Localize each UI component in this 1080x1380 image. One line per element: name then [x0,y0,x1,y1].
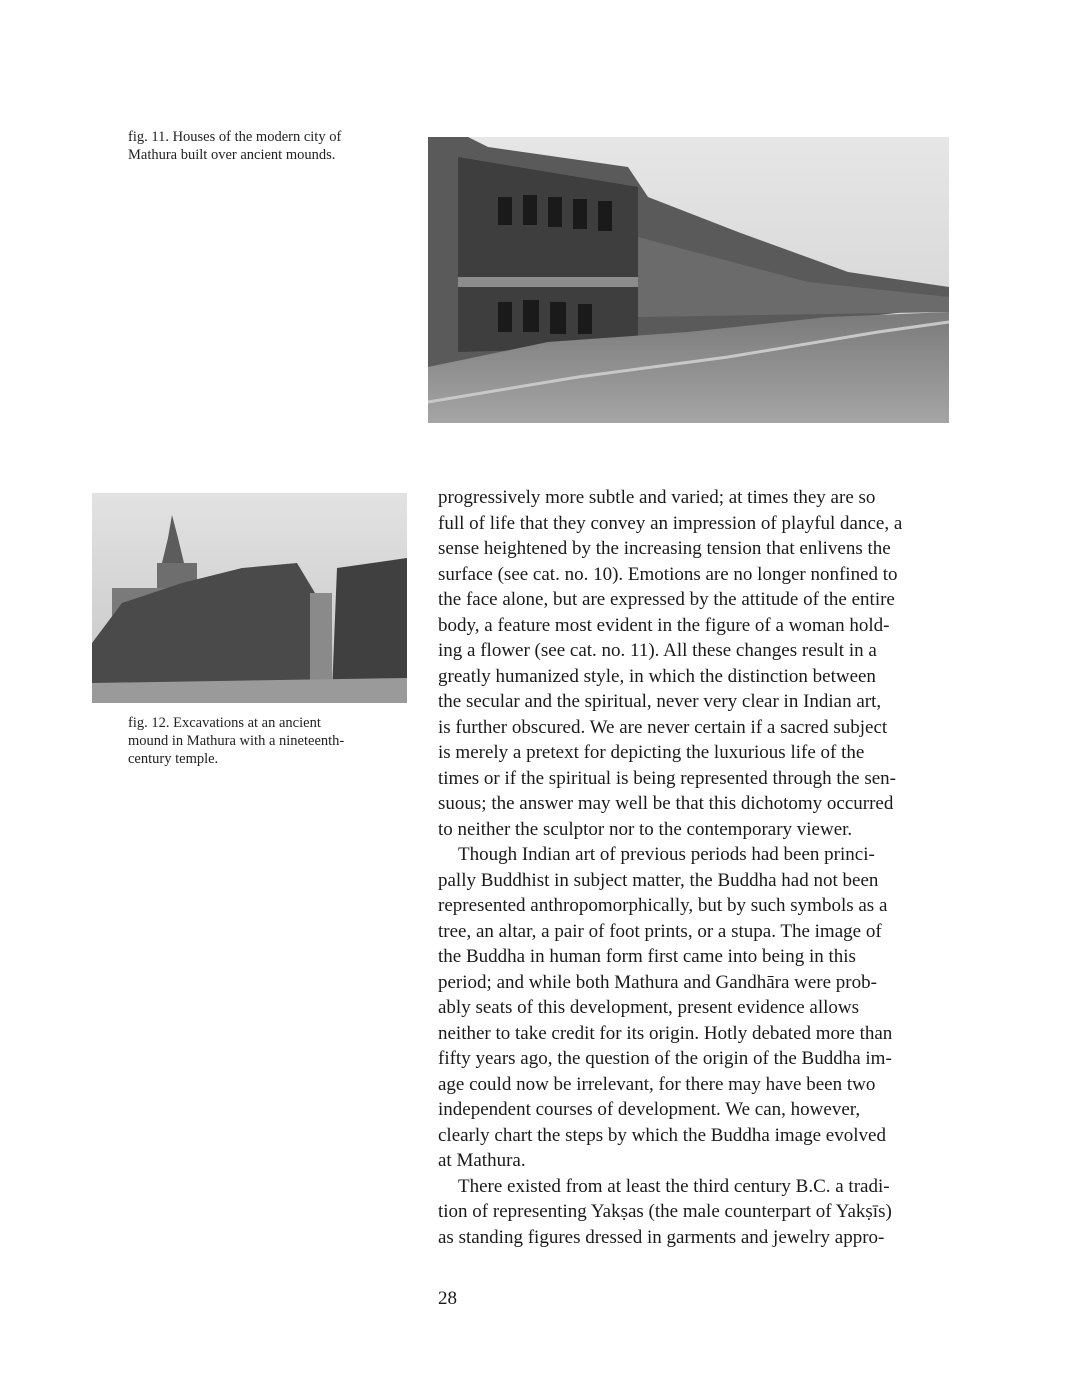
body-paragraph [438,1174,958,1251]
body-line: suous; the answer may well be that this dichotomy occurred [438,793,894,814]
body-line: There existed from at least the third century B.C. a tradi- [458,1175,890,1197]
caption-line: fig. 12. Excavations at an ancient [128,715,321,731]
body-line: tion of representing Yakṣas (the male counterpart of Yakṣīs) [438,1201,892,1222]
figure-12-caption [128,714,408,768]
body-line: as standing figures dressed in garments and jewelry appro- [438,1226,885,1248]
body-line: Though Indian art of previous periods had been princi- [458,844,875,865]
body-line: progressively more subtle and varied; at times they are so [438,487,876,508]
figure-11-caption [128,128,408,164]
body-paragraph [438,485,958,842]
body-line: tree, an altar, a pair of foot prints, or a stupa. The image of [438,920,882,942]
caption-line: mound in Mathura with a nineteenth- [128,733,345,749]
body-line: at Mathura. [438,1150,526,1171]
figure-12-photo-excavations-temple [92,493,407,703]
caption-line: century temple. [128,751,219,767]
body-paragraph [438,842,958,1174]
body-line: to neither the sculptor nor to the contemporary viewer. [438,818,853,840]
page-number: 28 [438,1288,457,1309]
caption-line: Mathura built over ancient mounds. [128,147,336,163]
body-line: represented anthropomorphically, but by such symbols as a [438,895,888,916]
body-line: clearly chart the steps by which the Buddha image evolved [438,1124,886,1146]
body-text [438,485,958,1250]
body-line: body, a feature most evident in the figure of a woman hold- [438,614,890,636]
body-line: the Buddha in human form first came into being in this [438,946,856,967]
body-line: is further obscured. We are never certain if a sacred subject [438,716,888,738]
body-line: ably seats of this development, present evidence allows [438,997,860,1018]
body-line: pally Buddhist in subject matter, the Buddha had not been [438,869,879,891]
figure-11-photo-houses-over-mounds [428,137,949,423]
body-line: is merely a pretext for depicting the luxurious life of the [438,742,865,763]
body-line: ing a flower (see cat. no. 11). All these changes result in a [438,640,877,661]
body-line: surface (see cat. no. 10). Emotions are no longer nonfined to [438,563,898,585]
body-line: age could now be irrelevant, for there may have been two [438,1073,876,1095]
body-line: times or if the spiritual is being represented through the sen- [438,767,896,789]
body-line: the face alone, but are expressed by the attitude of the entire [438,589,895,610]
body-line: independent courses of development. We can, however, [438,1099,861,1120]
body-line: period; and while both Mathura and Gandhāra were prob- [438,971,877,993]
body-line: greatly humanized style, in which the distinction between [438,665,876,687]
body-line: full of life that they convey an impression of playful dance, a [438,512,903,534]
body-line: neither to take credit for its origin. Hotly debated more than [438,1022,893,1044]
body-line: sense heightened by the increasing tension that enlivens the [438,538,891,559]
body-line: fifty years ago, the question of the origin of the Buddha im- [438,1048,892,1069]
body-line: the secular and the spiritual, never very clear in Indian art, [438,691,882,712]
caption-line: fig. 11. Houses of the modern city of [128,129,342,145]
